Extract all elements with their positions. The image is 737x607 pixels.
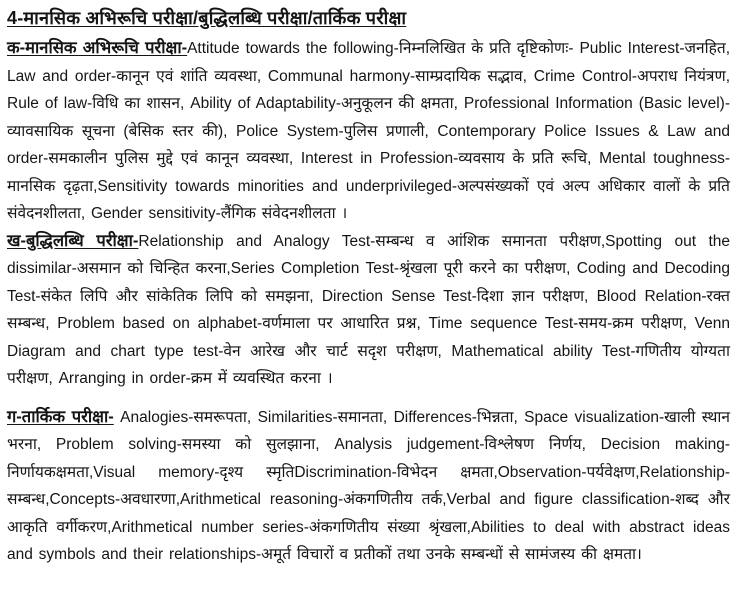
document-title: 4-मानसिक अभिरूचि परीक्षा/बुद्धिलब्धि परीक्षा/तार्किक परीक्षा <box>7 8 407 28</box>
section-logical <box>7 404 730 569</box>
section-mental-aptitude-heading: क-मानसिक अभिरूचि परीक्षा- <box>7 39 188 57</box>
section-mental-aptitude-body: Attitude towards the following-निम्नलिखित के प्रति दृष्टिकोणः- Public Interest-जनहित, Law and order-कानून एवं शांति व्यवस्था, Communal harmony-साम्प्रदायिक सद्भाव, Crime Control-अपराध नियंत्रण, Rule of law-विधि का शासन, Ability of Adaptability-अनुकूलन की क्षमता, Professional Information (Basic level)-व्यावसायिक सूचना (बेसिक स्तर की), Police System-पुलिस प्रणाली, Contemporary Police Issues & Law and order-समकालीन पुलिस मुद्दे एवं कानून व्यवस्था, Interest in Profession-व्यवसाय के प्रति रूचि, Mental toughness-मानसिक दृढ़ता,Sensitivity towards minorities and underprivileged-अल्पसंख्यकों एवं अल्प अधिकार वालों के प्रति संवेदनशीलता, Gender sensitivity-लैंगिक संवेदनशीलता । <box>7 40 730 222</box>
section-logical-body: Analogies-समरूपता, Similarities-समानता, Differences-भिन्नता, Space visualization-खाली स्थान भरना, Problem solving-समस्या को सुलझाना, Analysis judgement-विश्लेषण निर्णय, Decision making-निर्णायकक्षमता,Visual memory-दृश्य स्मृतिDiscrimination-विभेदन क्षमता,Observation-पर्यवेक्षण,Relationship-सम्बन्ध,Concepts-अवधारणा,Arithmetical reasoning-अंकगणितीय तर्क,Verbal and figure classification-शब्द और आकृति वर्गीकरण,Arithmetical number series-अंकगणितीय संख्या श्रृंखला,Abilities to deal with abstract ideas and symbols and their relationships-अमूर्त विचारों व प्रतीकों तथा उनके सम्बन्धों से सामंजस्य की क्षमता। <box>7 408 730 563</box>
section-intelligence <box>7 228 730 393</box>
section-intelligence-body: Relationship and Analogy Test-सम्बन्ध व आंशिक समानता परीक्षण,Spotting out the dissimilar-असमान को चिन्हित करना,Series Completion Test-श्रृंखला पूरी करने का परीक्षण, Coding and Decoding Test-संकेत लिपि और सांकेतिक लिपि को समझना, Direction Sense Test-दिशा ज्ञान परीक्षण, Blood Relation-रक्त सम्बन्ध, Problem based on alphabet-वर्णमाला पर आधारित प्रश्न, Time sequence Test-समय-क्रम परीक्षण, Venn Diagram and chart type test-वेन आरेख और चार्ट सदृश परीक्षण, Mathematical ability Test-गणितीय योग्यता परीक्षण, Arranging in order-क्रम में व्यवस्थित करना । <box>7 232 730 387</box>
section-intelligence-heading: ख-बुद्धिलब्धि परीक्षा- <box>7 231 139 250</box>
section-mental-aptitude <box>7 35 730 228</box>
section-logical-heading: ग-तार्किक परीक्षा- <box>7 407 114 426</box>
